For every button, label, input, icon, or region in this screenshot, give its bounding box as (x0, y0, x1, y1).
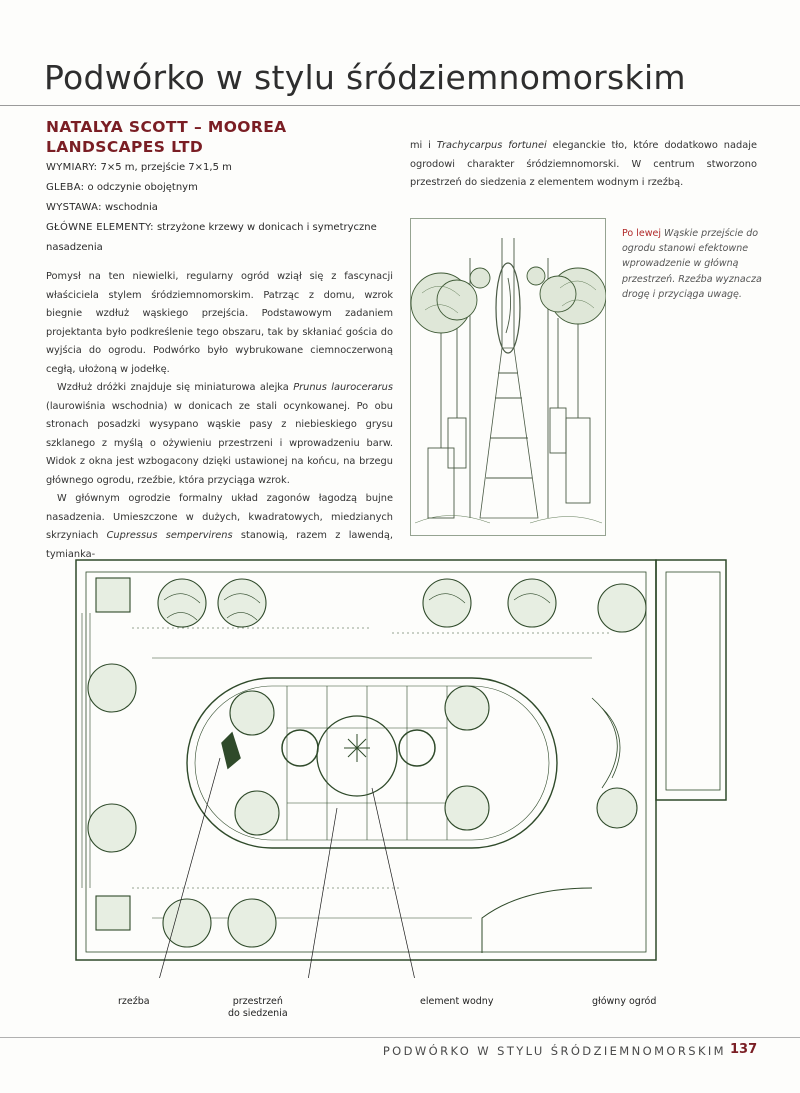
body-text-left (46, 268, 393, 564)
paragraph-3: W głównym ogrodzie formalny układ zagonów łagodzą bujne nasadzenia. Umieszczone w dużych, kwadratowych, miedzianych skrzyniach Cupressus sempervirens stanowią, razem z lawendą, tymianka- (46, 493, 394, 560)
label-sculpture: rzeźba (118, 996, 150, 1007)
running-footer: PODWÓRKO W STYLU ŚRÓDZIEMNOMORSKIM (382, 1044, 726, 1058)
sketch-caption (622, 226, 762, 302)
passage-sketch-illustration (410, 218, 606, 536)
title-divider (0, 105, 800, 106)
fact-main-elements: GŁÓWNE ELEMENTY: strzyżone krzewy w donicach i symetryczne nasadzenia (46, 222, 377, 253)
designer-line-1: NATALYA SCOTT – MOOREA (46, 118, 287, 136)
paragraph-continued: mi i Trachycarpus fortunei eleganckie tło, które dodatkowo nadaje ogrodowi charakter śródziemnomorski. W centrum stworzono przestrzeń do siedzenia z elementem wodnym i rzeźbą. (410, 140, 757, 188)
caption-lead: Po lewej (622, 228, 661, 239)
footer-divider (0, 1037, 800, 1038)
garden-plan-illustration (72, 558, 732, 978)
label-seating: przestrzeń do siedzenia (228, 996, 288, 1019)
designer-line-2: LANDSCAPES LTD (46, 138, 204, 156)
body-text-right (410, 137, 757, 193)
caption-text: Wąskie przejście do ogrodu stanowi efektowne wprowadzenie w główną przestrzeń. Rzeźba wyznacza drogę i przyciąga uwagę. (622, 228, 762, 300)
label-main-garden: główny ogród (592, 996, 657, 1007)
paragraph-1: Pomysł na ten niewielki, regularny ogród wziął się z fascynacji właściciela stylem śródziemnomorskim. Patrząc z domu, wzrok biegnie wzdłuż wąskiego przejścia. Podstawowym zadaniem projektanta było podkreślenie tego obszaru, tak by skłaniać gościa do wyjścia do ogrodu. Podwórko było wybrukowane ciemnoczerwoną cegłą, ułożoną w jodełkę. (46, 271, 393, 375)
label-water-feature: element wodny (420, 996, 494, 1007)
fact-dimensions: WYMIARY: 7×5 m, przejście 7×1,5 m (46, 162, 232, 173)
fact-aspect: WYSTAWA: wschodnia (46, 202, 158, 213)
page-title: Podwórko w stylu śródziemnomorskim (44, 58, 686, 97)
page-number: 137 (730, 1042, 758, 1057)
garden-facts (46, 158, 406, 258)
designer-name (46, 117, 406, 157)
fact-soil: GLEBA: o odczynie obojętnym (46, 182, 198, 193)
paragraph-2: Wzdłuż dróżki znajduje się miniaturowa alejka Prunus laurocerarus (laurowiśnia wschodnia) w donicach ze stali ocynkowanej. Po obu stronach posadzki wysypano wąskie pasy z niebieskiego grysu szklanego z myślą o ożywieniu przestrzeni i wprowadzeniu barw. Widok z okna jest wzbogacony dzięki ustawionej na końcu, na brzegu głównego ogrodu, rzeźbie, która przyciąga wzrok. (46, 382, 393, 486)
